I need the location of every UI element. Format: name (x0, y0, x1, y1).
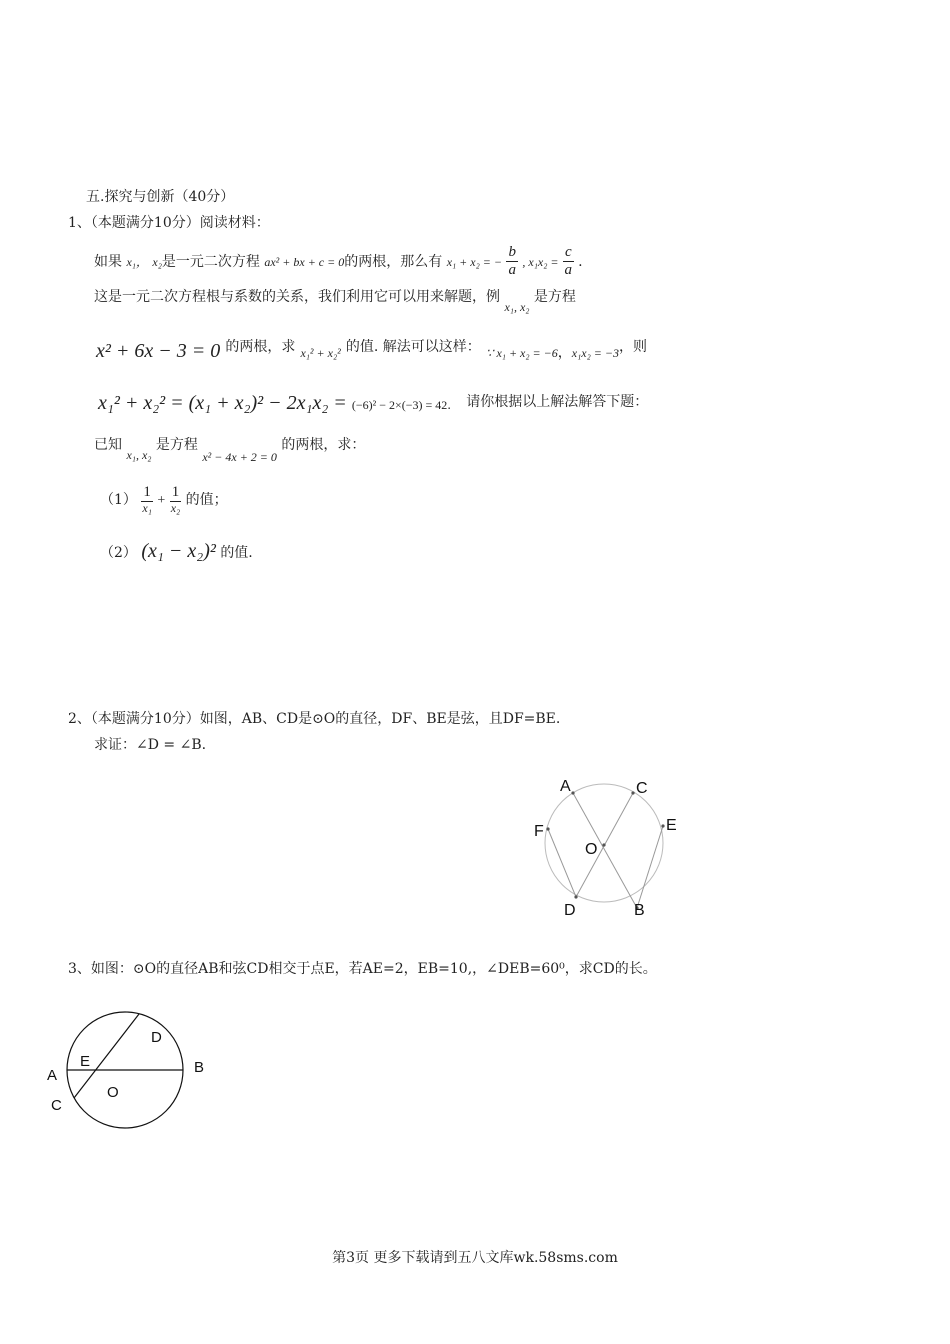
q2-label-a: A (560, 778, 571, 795)
q3-label-a: A (47, 1067, 58, 1084)
q3-label-o: O (107, 1084, 119, 1101)
q1-line5-pre: 已知 (94, 437, 122, 453)
q2-prove: 求证：∠D = ∠B. (94, 737, 207, 753)
q3-label-c: C (51, 1097, 62, 1114)
q1-line3 (96, 340, 647, 363)
q2-text (68, 708, 560, 728)
q2-label-f: F (534, 823, 544, 840)
q3-circle-figure (40, 1005, 220, 1145)
q1-line4 (98, 392, 648, 415)
q1-line3-comma: ， (557, 345, 572, 361)
q2-chord-be (637, 826, 663, 908)
q1-header-text: （本题满分10分）阅读材料： (90, 215, 270, 231)
q1-line2 (94, 286, 576, 314)
q1-part2-expr: (x₁ − x₂)² (141, 540, 216, 562)
q2-label-c: C (636, 780, 648, 797)
q1-line3-expr: x₁² + x₂² (300, 346, 341, 360)
q1-line2-roots: x₁, x₂ (504, 300, 530, 314)
q1-part1-n1: 1 (141, 484, 153, 502)
q1-line4-text: 请你根据以上解法解答下题： (466, 394, 649, 410)
q1-line3-text: 的值. 解法可以这样： (345, 339, 481, 355)
q1-line4-dot: . (447, 398, 452, 412)
q1-part1-n2: 1 (170, 484, 182, 502)
q2-point-e (661, 824, 664, 827)
q2-label-d: D (564, 902, 576, 919)
q1-line5 (94, 434, 366, 464)
q2-statement: （本题满分10分）如图，AB、CD是⊙O的直径，DF、BE是弦，且DF=BE. (90, 711, 561, 727)
q1-frac-b-a (506, 244, 518, 280)
q1-line1-x1: x₁， (126, 254, 148, 269)
q1-part1-post: 的值； (185, 492, 228, 509)
q1-line1 (94, 244, 583, 280)
q1-line3-cond1: ∵ x₁ + x₂ = −6 (485, 346, 558, 360)
q1-number: 1、 (68, 215, 91, 231)
q1-line1-mid: 是一元二次方程 (161, 253, 260, 270)
q1-part1-d1: x₁ (142, 501, 152, 516)
q3-label-d: D (151, 1029, 162, 1046)
q1-line3-mid: 的两根，求 (225, 339, 296, 355)
q2-chord-df (548, 829, 576, 897)
q1-frac-c: c (563, 244, 574, 262)
q2-label-b: B (634, 902, 645, 919)
q1-line1-prod: , x₁x₂ = (522, 254, 559, 269)
q3-statement: 如图：⊙O的直径AB和弦CD相交于点E，若AE=2，EB=10,，∠DEB=60⁰，求CD的长。 (90, 961, 657, 977)
q1-line5-eq: x² − 4x + 2 = 0 (202, 450, 277, 464)
q2-point-f (546, 827, 549, 830)
q1-line4-rhs: (−6)² − 2×(−3) = 42 (351, 398, 448, 412)
q3-label-b: B (194, 1059, 205, 1076)
q1-part2 (100, 540, 253, 563)
q1-line3-eq: x² + 6x − 3 = 0 (96, 340, 221, 362)
q1-part1-frac2 (170, 484, 182, 516)
q2-label-e: E (666, 817, 677, 834)
q2-point-o (602, 843, 605, 846)
q1-line1-x2: x₂ (152, 254, 162, 269)
q1-line5-mid: 是方程 (155, 437, 198, 453)
q3-text (68, 958, 657, 978)
q1-part1-d2: x₂ (170, 501, 181, 516)
q1-line1-eq: ax² + bx + c = 0 (264, 254, 345, 269)
q1-line5-post: 的两根，求： (281, 437, 366, 453)
q2-point-d (574, 895, 577, 898)
q1-frac-c-a (563, 244, 574, 280)
q2-point-a (571, 791, 574, 794)
q2-label-o: O (585, 841, 598, 858)
q1-part2-post: 的值. (220, 545, 253, 561)
q2-circle (545, 784, 663, 902)
q1-part1-label: （1） (100, 492, 137, 509)
q1-frac-a: a (508, 262, 516, 279)
q1-frac-b: b (506, 244, 518, 262)
q1-part1-plus: + (157, 493, 166, 509)
q1-line1-sum: x₁ + x₂ = − (446, 254, 502, 269)
q2-number: 2、 (68, 711, 91, 727)
q1-header (68, 212, 270, 232)
q1-part2-label: （2） (100, 545, 137, 561)
q1-part1 (100, 484, 228, 516)
q3-number: 3、 (68, 961, 91, 977)
q1-line1-end: . (578, 253, 583, 270)
section-title: 五.探究与创新（40分） (86, 189, 235, 205)
page-footer: 第3页 更多下载请到五八文库wk.58sms.com (332, 1250, 618, 1266)
q1-line2-text: 这是一元二次方程根与系数的关系，我们利用它可以用来解题，例 (94, 289, 500, 305)
q1-line3-cond2: x₁x₂ = −3 (571, 346, 619, 360)
q2-point-c (631, 791, 634, 794)
q1-frac-a2: a (564, 262, 573, 279)
q3-label-e: E (80, 1053, 91, 1070)
q1-line3-end: ，则 (618, 339, 647, 355)
q1-part1-frac1 (141, 484, 153, 516)
q1-line2-end: 是方程 (533, 289, 576, 305)
q1-line1-pre: 如果 (94, 253, 122, 270)
q1-line4-lhs: x₁² + x₂² = (x₁ + x₂)² − 2x₁x₂ = (98, 392, 347, 414)
q2-circle-figure (520, 770, 700, 920)
q1-line5-roots: x₁, x₂ (126, 448, 152, 462)
q1-line1-post: 的两根，那么有 (344, 253, 443, 270)
q2-diameter-ab (573, 793, 637, 908)
